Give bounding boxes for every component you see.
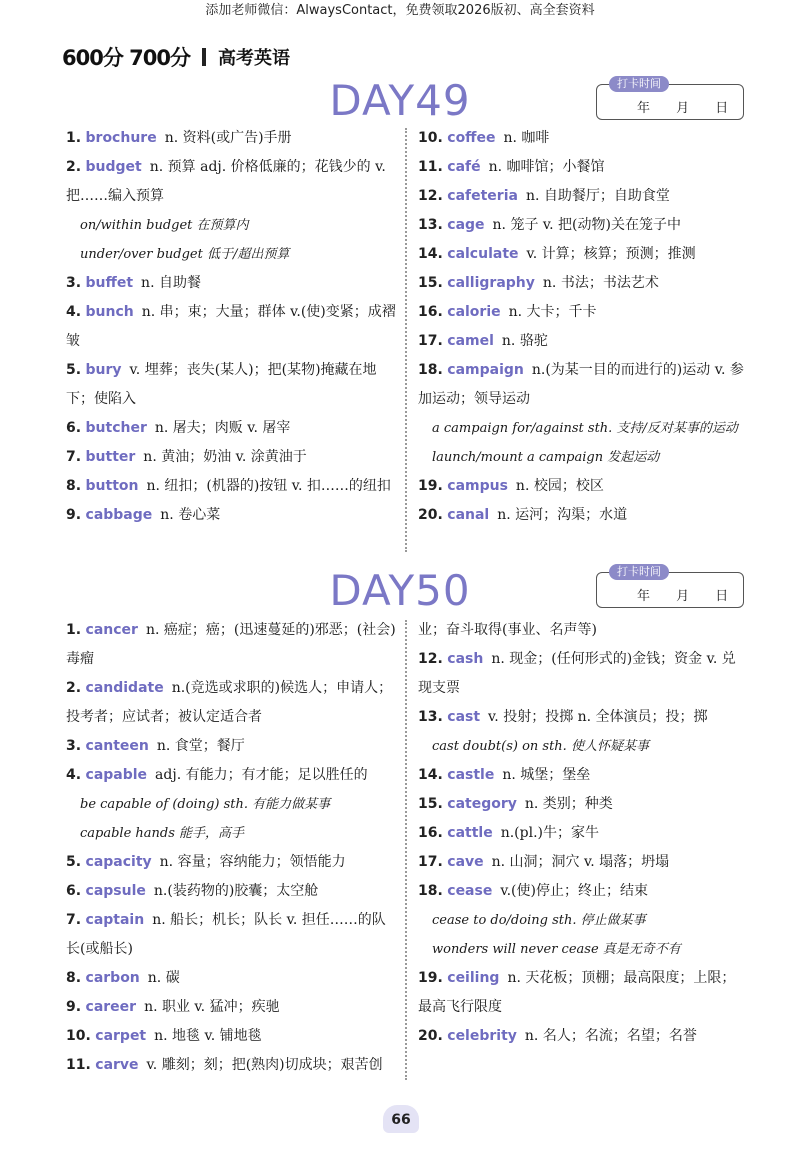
entry-definition: n. 现金；(任何形式的)金钱；资金 v. 兑现支票	[418, 651, 736, 696]
entry-definition: n. 天花板；顶棚；最高限度；上限；最高飞行限度	[418, 970, 736, 1015]
entry-number: 5.	[66, 362, 82, 378]
entry-definition: n. 串；束；大量；群体 v.(使)变紧；成褶皱	[66, 304, 396, 349]
book-title: 高考英语	[217, 48, 290, 69]
page-header	[62, 42, 290, 72]
vocab-entry	[66, 443, 396, 472]
entry-word: cave	[447, 854, 484, 870]
entry-number: 6.	[66, 420, 82, 436]
entry-number: 1.	[66, 130, 82, 146]
entry-number: 4.	[66, 767, 82, 783]
vocab-entry	[66, 501, 396, 530]
checkin-label: 打卡时间	[609, 564, 669, 580]
entry-number: 11.	[418, 159, 443, 175]
vocab-entry	[66, 414, 396, 443]
entry-word: button	[85, 478, 139, 494]
entry-definition: n. 食堂；餐厅	[156, 738, 245, 754]
entry-number: 8.	[66, 970, 82, 986]
vocab-entry	[418, 472, 748, 501]
day50-title: DAY50	[329, 566, 471, 615]
entry-number: 3.	[66, 275, 82, 291]
phrase-example: cease to do/doing sth. 停止做某事	[432, 913, 646, 928]
entry-definition: v. 埋葬；丧失(某人)；把(某物)掩藏在地下；使陷入	[66, 362, 377, 407]
entry-number: 19.	[418, 478, 443, 494]
brand-logo: 600分 700分	[62, 46, 190, 70]
entry-word: bunch	[85, 304, 134, 320]
entry-word: capable	[85, 767, 148, 783]
entry-definition: v. 雕刻；刻；把(熟肉)切成块；艰苦创	[146, 1057, 383, 1073]
entry-word: carve	[95, 1057, 139, 1073]
entry-definition: n. 笼子 v. 把(动物)关在笼子中	[492, 217, 681, 233]
vocab-entry	[418, 269, 748, 298]
entry-number: 9.	[66, 999, 82, 1015]
vocab-entry	[418, 848, 748, 877]
day50-left-column	[66, 616, 396, 1080]
vocab-entry	[418, 501, 748, 530]
entry-definition: n. 卷心菜	[160, 507, 221, 523]
entry-number: 12.	[418, 651, 443, 667]
entry-word: coffee	[447, 130, 496, 146]
entry-number: 4.	[66, 304, 82, 320]
entry-number: 10.	[418, 130, 443, 146]
entry-definition: n. 癌症；癌；(迅速蔓延的)邪恶；(社会)毒瘤	[66, 622, 396, 667]
entry-word: camel	[447, 333, 494, 349]
entry-number: 16.	[418, 304, 443, 320]
entry-definition: n. 容量；容纳能力；领悟能力	[159, 854, 346, 870]
entry-number: 8.	[66, 478, 82, 494]
entry-word: cast	[447, 709, 481, 725]
entry-number: 16.	[418, 825, 443, 841]
vocab-entry	[418, 124, 748, 153]
entry-word: buffet	[85, 275, 134, 291]
entry-word: calligraphy	[447, 275, 535, 291]
day50-checkin-box	[596, 565, 744, 608]
entry-number: 15.	[418, 275, 443, 291]
entry-word: cattle	[447, 825, 493, 841]
entry-number: 13.	[418, 217, 443, 233]
vocab-entry	[418, 211, 748, 240]
entry-word: career	[85, 999, 137, 1015]
entry-definition: v. 投射；投掷 n. 全体演员；投；掷	[488, 709, 708, 725]
day50-divider	[405, 620, 407, 1080]
entry-definition: n.(为某一目的而进行的)运动 v. 参加运动；领导运动	[418, 362, 744, 407]
phrase-example: wonders will never cease 真是无奇不有	[432, 942, 681, 957]
entry-word: capsule	[85, 883, 146, 899]
entry-word: capacity	[85, 854, 152, 870]
entry-word: calculate	[447, 246, 519, 262]
day49-right-column	[418, 124, 748, 530]
vocab-entry	[418, 240, 748, 269]
page-number: 66	[383, 1105, 419, 1133]
entry-definition: n. 山洞；洞穴 v. 塌落；坍塌	[491, 854, 670, 870]
entry-number: 13.	[418, 709, 443, 725]
entry-continuation: 业；奋斗取得(事业、名声等)	[418, 622, 597, 638]
entry-definition: adj. 有能力；有才能；足以胜任的	[155, 767, 368, 783]
entry-definition: n. 职业 v. 猛冲；疾驰	[144, 999, 280, 1015]
phrase-example: capable hands 能手，高手	[80, 826, 245, 841]
entry-definition: n. 咖啡	[503, 130, 550, 146]
entry-word: category	[447, 796, 517, 812]
top-note: 添加老师微信：AlwaysContact，免费领取2026版初、高全套资料	[205, 3, 595, 18]
entry-number: 20.	[418, 507, 443, 523]
day49-checkin-box	[596, 77, 744, 120]
vocab-entry	[418, 153, 748, 182]
entry-number: 17.	[418, 854, 443, 870]
phrase-example: a campaign for/against sth. 支持/反对某事的运动	[432, 421, 738, 436]
entry-number: 14.	[418, 767, 443, 783]
entry-word: budget	[85, 159, 142, 175]
entry-word: campaign	[447, 362, 524, 378]
entry-number: 15.	[418, 796, 443, 812]
vocab-entry	[66, 472, 396, 501]
entry-word: campus	[447, 478, 508, 494]
entry-word: celebrity	[447, 1028, 517, 1044]
entry-word: cash	[447, 651, 484, 667]
vocab-entry	[66, 877, 396, 906]
entry-definition: n. 运河；沟渠；水道	[497, 507, 628, 523]
entry-number: 7.	[66, 912, 82, 928]
vocab-entry	[66, 298, 396, 356]
entry-number: 10.	[66, 1028, 91, 1044]
entry-definition: n. 校园；校区	[515, 478, 604, 494]
vocab-entry	[66, 269, 396, 298]
entry-word: bury	[85, 362, 122, 378]
vocab-entry	[418, 819, 748, 848]
vocab-entry	[418, 964, 748, 1022]
phrase-example: be capable of (doing) sth. 有能力做某事	[80, 797, 331, 812]
entry-number: 2.	[66, 680, 82, 696]
entry-number: 18.	[418, 362, 443, 378]
entry-number: 3.	[66, 738, 82, 754]
entry-definition: n. 大卡；千卡	[508, 304, 597, 320]
entry-number: 9.	[66, 507, 82, 523]
phrase-example: launch/mount a campaign 发起运动	[432, 450, 660, 465]
vocab-entry	[66, 674, 396, 732]
vocab-entry	[418, 298, 748, 327]
vocab-entry	[66, 616, 396, 674]
entry-definition: n. 预算 adj. 价格低廉的；花钱少的 v. 把……编入预算	[66, 159, 386, 204]
vocab-entry	[66, 356, 396, 414]
entry-number: 17.	[418, 333, 443, 349]
entry-number: 12.	[418, 188, 443, 204]
entry-word: butter	[85, 449, 136, 465]
entry-word: cease	[447, 883, 493, 899]
entry-word: canteen	[85, 738, 149, 754]
vocab-entry	[66, 124, 396, 153]
day50-right-column	[418, 616, 748, 1051]
entry-definition: n. 类别；种类	[524, 796, 613, 812]
entry-definition: n. 咖啡馆；小餐馆	[488, 159, 605, 175]
phrase-example: on/within budget 在预算内	[80, 218, 249, 233]
day49-left-column	[66, 124, 396, 530]
entry-number: 2.	[66, 159, 82, 175]
entry-definition: n. 纽扣；(机器的)按钮 v. 扣……的纽扣	[146, 478, 391, 494]
vocab-entry	[66, 993, 396, 1022]
phrase-example: under/over budget 低于/超出预算	[80, 247, 290, 262]
entry-definition: n. 地毯 v. 铺地毯	[154, 1028, 262, 1044]
vocab-entry	[418, 790, 748, 819]
vocab-entry	[418, 645, 748, 703]
header-separator	[202, 48, 206, 66]
entry-word: cage	[447, 217, 485, 233]
vocab-entry	[66, 964, 396, 993]
entry-word: cabbage	[85, 507, 153, 523]
entry-number: 19.	[418, 970, 443, 986]
checkin-date: 年 月 日	[637, 101, 731, 116]
entry-definition: n. 骆驼	[501, 333, 548, 349]
entry-definition: v.(使)停止；终止；结束	[500, 883, 648, 899]
entry-number: 11.	[66, 1057, 91, 1073]
vocab-entry	[418, 356, 748, 414]
entry-definition: n. 自助餐厅；自助食堂	[525, 188, 670, 204]
entry-definition: n.(竞选或求职的)候选人；申请人；投考者；应试者；被认定适合者	[66, 680, 393, 725]
vocab-entry	[66, 1022, 396, 1051]
entry-definition: n. 名人；名流；名望；名誉	[524, 1028, 697, 1044]
entry-word: captain	[85, 912, 145, 928]
vocab-entry	[418, 182, 748, 211]
entry-definition: n. 黄油；奶油 v. 涂黄油于	[143, 449, 307, 465]
entry-number: 20.	[418, 1028, 443, 1044]
day49-divider	[405, 128, 407, 552]
phrase-example: cast doubt(s) on sth. 使人怀疑某事	[432, 739, 649, 754]
entry-definition: n. 资料(或广告)手册	[164, 130, 292, 146]
checkin-date: 年 月 日	[637, 589, 731, 604]
vocab-entry	[66, 848, 396, 877]
vocab-entry	[66, 153, 396, 211]
entry-word: carbon	[85, 970, 140, 986]
vocab-entry	[66, 732, 396, 761]
entry-number: 5.	[66, 854, 82, 870]
entry-definition: n.(pl.)牛；家牛	[500, 825, 599, 841]
entry-definition: n. 书法；书法艺术	[542, 275, 659, 291]
entry-number: 7.	[66, 449, 82, 465]
vocab-entry	[418, 761, 748, 790]
entry-number: 14.	[418, 246, 443, 262]
day49-title: DAY49	[329, 76, 471, 125]
entry-definition: n. 船长；机长；队长 v. 担任……的队长(或船长)	[66, 912, 386, 957]
vocab-entry	[418, 703, 748, 732]
entry-word: calorie	[447, 304, 501, 320]
entry-word: carpet	[95, 1028, 147, 1044]
entry-word: cafeteria	[447, 188, 518, 204]
entry-number: 6.	[66, 883, 82, 899]
entry-word: canal	[447, 507, 490, 523]
entry-definition: n. 自助餐	[141, 275, 201, 291]
vocab-entry	[66, 761, 396, 790]
entry-definition: n. 碳	[147, 970, 180, 986]
entry-number: 1.	[66, 622, 82, 638]
vocab-entry	[418, 327, 748, 356]
entry-word: brochure	[85, 130, 157, 146]
entry-definition: n. 屠夫；肉贩 v. 屠宰	[154, 420, 291, 436]
entry-word: cancer	[85, 622, 138, 638]
vocab-entry	[66, 906, 396, 964]
entry-definition: n. 城堡；堡垒	[502, 767, 591, 783]
entry-word: candidate	[85, 680, 164, 696]
entry-definition: n.(装药物的)胶囊；太空舱	[153, 883, 319, 899]
entry-definition: v. 计算；核算；预测；推测	[526, 246, 696, 262]
checkin-label: 打卡时间	[609, 76, 669, 92]
vocab-entry	[418, 1022, 748, 1051]
vocab-entry	[418, 877, 748, 906]
entry-word: butcher	[85, 420, 147, 436]
entry-word: café	[447, 159, 481, 175]
entry-number: 18.	[418, 883, 443, 899]
entry-word: castle	[447, 767, 495, 783]
entry-word: ceiling	[447, 970, 500, 986]
vocab-entry	[66, 1051, 396, 1080]
